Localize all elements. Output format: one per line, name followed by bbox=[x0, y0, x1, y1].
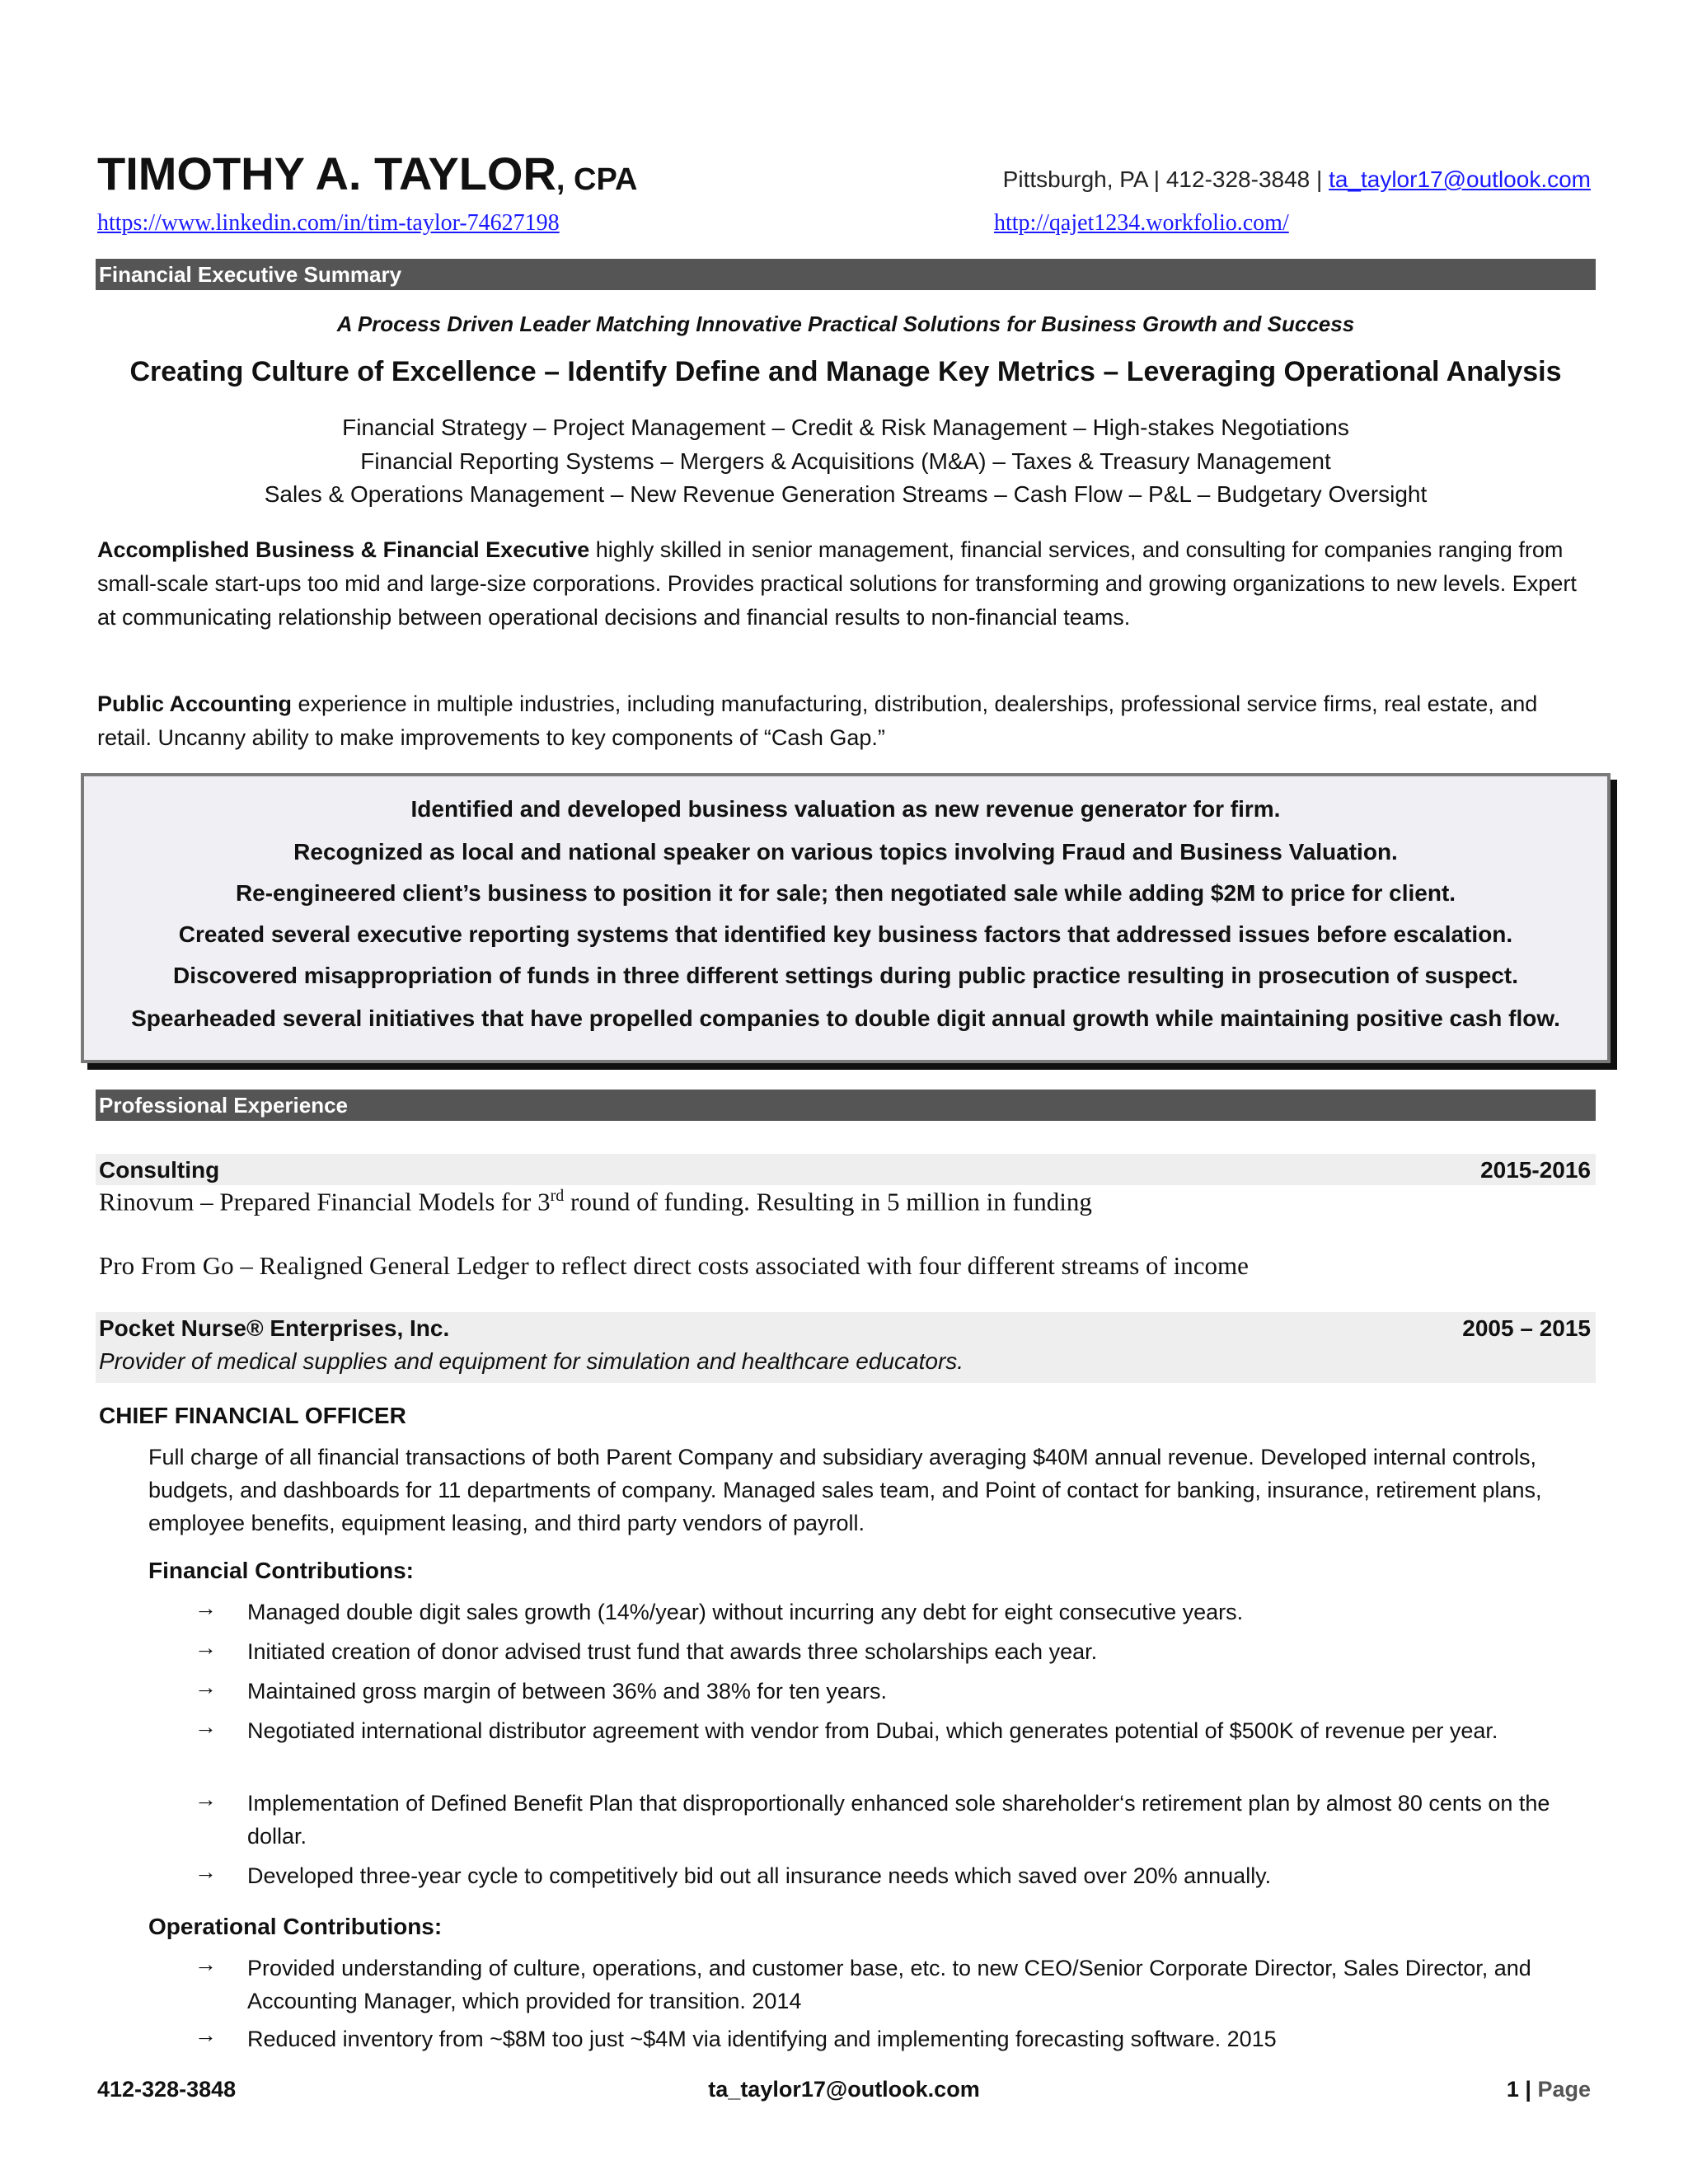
bullet-item: Negotiated international distributor agreement with vendor from Dubai, which generates potential of $500K of revenue per year. bbox=[247, 1718, 1498, 1743]
page-label: Page bbox=[1537, 2077, 1591, 2102]
email-link[interactable]: ta_taylor17@outlook.com bbox=[1329, 166, 1591, 192]
operational-contributions-heading: Operational Contributions: bbox=[148, 1914, 443, 1939]
paragraph-lead: Accomplished Business & Financial Executive bbox=[97, 537, 590, 562]
name-text: TIMOTHY A. TAYLOR bbox=[97, 148, 556, 199]
page-separator: | bbox=[1518, 2077, 1538, 2102]
page-number: 1 bbox=[1506, 2077, 1519, 2102]
company-description: Provider of medical supplies and equipment for simulation and healthcare educators. bbox=[99, 1348, 964, 1374]
job-dates: 2015-2016 bbox=[1480, 1157, 1591, 1183]
section-header-experience: Professional Experience bbox=[96, 1090, 1596, 1121]
paragraph-text: highly skilled in senior management, financial services, and consulting for companies ranging from small-scale start-ups too mid and large-size corporations. Provides practical solutions for transforming and growing organizations to new levels. Expert at communicating relationship between operational decisions and financial results to non-financial teams. bbox=[97, 537, 1577, 630]
job-header-consulting bbox=[96, 1154, 1596, 1185]
financial-contributions-heading: Financial Contributions: bbox=[148, 1558, 414, 1583]
paragraph-text: experience in multiple industries, including manufacturing, distribution, dealerships, professional service firms, real estate, and retail. Uncanny ability to make improvements to key components of “Cash Gap.” bbox=[97, 691, 1538, 750]
arrow-right-icon: → bbox=[195, 1952, 217, 1976]
skills-line: Financial Reporting Systems – Mergers & Acquisitions (M&A) – Taxes & Treasury Management bbox=[360, 448, 1331, 474]
footer-email: ta_taylor17@outlook.com bbox=[708, 2077, 980, 2102]
bullet-item: Developed three-year cycle to competitively bid out all insurance needs which saved over 20% annually. bbox=[247, 1863, 1272, 1888]
skills-line: Sales & Operations Management – New Revenue Generation Streams – Cash Flow – P&L – Budgetary Oversight bbox=[264, 481, 1428, 507]
bullet-item: Implementation of Defined Benefit Plan that disproportionally enhanced sole shareholder‘s retirement plan by almost 80 cents on the dollar. bbox=[247, 1791, 1550, 1849]
role-title: CHIEF FINANCIAL OFFICER bbox=[99, 1403, 406, 1428]
ordinal-suffix: rd bbox=[550, 1187, 565, 1205]
footer-page-number bbox=[1507, 2077, 1591, 2102]
bullet-item: Managed double digit sales growth (14%/year) without incurring any debt for eight consecutive years. bbox=[247, 1600, 1244, 1624]
paragraph-lead: Public Accounting bbox=[97, 691, 292, 716]
linkedin-link[interactable]: https://www.linkedin.com/in/tim-taylor-74627198 bbox=[97, 210, 560, 236]
consulting-entry bbox=[99, 1187, 1092, 1216]
section-header-summary: Financial Executive Summary bbox=[96, 259, 1596, 290]
arrow-right-icon: → bbox=[195, 1596, 217, 1620]
footer-phone: 412-328-3848 bbox=[97, 2077, 237, 2102]
contact-line bbox=[1003, 166, 1591, 193]
arrow-right-icon: → bbox=[195, 1787, 217, 1811]
headline: Creating Culture of Excellence – Identify Define and Manage Key Metrics – Leveraging Operational Analysis bbox=[129, 356, 1562, 387]
highlight-item: Created several executive reporting systems that identified key business factors that addressed issues before escalation. bbox=[178, 921, 1513, 947]
role-description: Full charge of all financial transactions of both Parent Company and subsidiary averaging $40M annual revenue. Developed internal controls, budgets, and dashboards for 11 departments of company. Managed sales team, and Point of contact for banking, insurance, retirement plans, employee benefits, equipment leasing, and third party vendors of payroll. bbox=[148, 1445, 1542, 1535]
job-company: Pocket Nurse® Enterprises, Inc. bbox=[99, 1315, 450, 1341]
arrow-right-icon: → bbox=[195, 1859, 217, 1884]
highlight-item: Identified and developed business valuation as new revenue generator for firm. bbox=[410, 796, 1281, 822]
location-phone: Pittsburgh, PA | 412-328-3848 | bbox=[1002, 166, 1329, 192]
job-dates: 2005 – 2015 bbox=[1462, 1315, 1591, 1341]
entry-text: Rinovum – Prepared Financial Models for 3 bbox=[99, 1187, 551, 1216]
entry-text: round of funding. Resulting in 5 million in funding bbox=[564, 1187, 1092, 1216]
highlight-item: Re-engineered client’s business to position it for sale; then negotiated sale while adding $2M to price for client. bbox=[235, 880, 1456, 906]
bullet-item: Reduced inventory from ~$8M too just ~$4M via identifying and implementing forecasting software. 2015 bbox=[247, 2027, 1277, 2051]
consulting-entry: Pro From Go – Realigned General Ledger to reflect direct costs associated with four different streams of income bbox=[99, 1251, 1249, 1280]
arrow-right-icon: → bbox=[195, 1635, 217, 1660]
summary-paragraph-business bbox=[97, 533, 1597, 635]
tagline: A Process Driven Leader Matching Innovative Practical Solutions for Business Growth and Success bbox=[336, 312, 1355, 336]
arrow-right-icon: → bbox=[195, 1714, 217, 1739]
highlight-item: Recognized as local and national speaker on various topics involving Fraud and Business Valuation. bbox=[293, 839, 1398, 865]
job-company: Consulting bbox=[99, 1157, 220, 1183]
bullet-item: Provided understanding of culture, operations, and customer base, etc. to new CEO/Senior Corporate Director, Sales Director, and Accounting Manager, which provided for transition. 2014 bbox=[247, 1956, 1531, 2013]
arrow-right-icon: → bbox=[195, 1675, 217, 1699]
highlight-item: Discovered misappropriation of funds in three different settings during public practice resulting in prosecution of suspect. bbox=[173, 963, 1518, 988]
highlight-item: Spearheaded several initiatives that have propelled companies to double digit annual growth while maintaining positive cash flow. bbox=[131, 1005, 1560, 1031]
summary-paragraph-public bbox=[97, 687, 1597, 755]
candidate-name bbox=[97, 147, 637, 200]
skills-line: Financial Strategy – Project Management – Credit & Risk Management – High-stakes Negotiations bbox=[342, 415, 1349, 440]
bullet-item: Initiated creation of donor advised trust fund that awards three scholarships each year. bbox=[247, 1639, 1098, 1664]
bullet-item: Maintained gross margin of between 36% and 38% for ten years. bbox=[247, 1679, 887, 1704]
arrow-right-icon: → bbox=[195, 2022, 217, 2047]
credential: , CPA bbox=[556, 162, 638, 197]
job-header-pocket-nurse bbox=[96, 1312, 1596, 1383]
workfolio-link[interactable]: http://qajet1234.workfolio.com/ bbox=[994, 210, 1289, 236]
